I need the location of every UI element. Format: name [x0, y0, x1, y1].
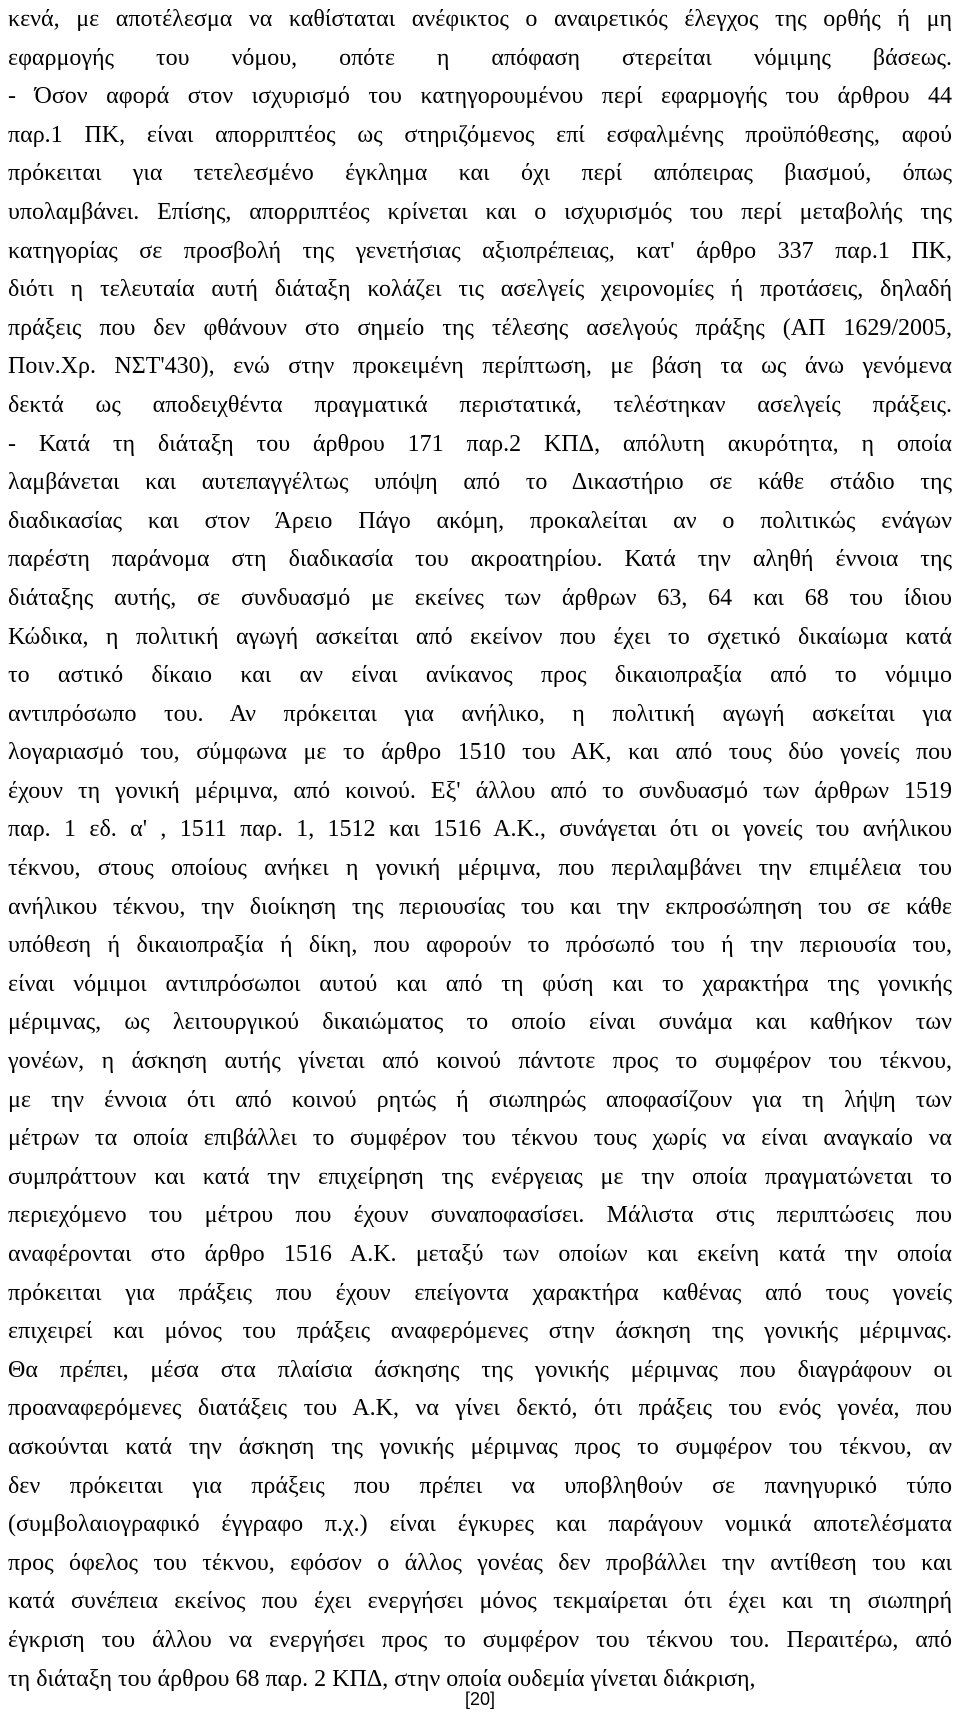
- text-line: κατηγορίας σε προσβολή της γενετήσιας αξιοπρέπειας, κατ' άρθρο 337 παρ.1 ΠΚ,: [8, 237, 952, 264]
- text-line: μέριμνας, ως λειτουργικού δικαιώματος το οποίο είναι συνάμα και καθήκον των: [8, 1009, 952, 1036]
- body-text: [8, 0, 952, 1698]
- text-line: με την έννοια ότι από κοινού ρητώς ή σιωπηρώς αποφασίζουν για τη λήψη των: [8, 1086, 952, 1113]
- text-line: συμπράττουν και κατά την επιχείρηση της ενέργειας με την οποία πραγματώνεται το: [8, 1163, 952, 1190]
- text-line: το αστικό δίκαιο και αν είναι ανίκανος προς δικαιοπραξία από το νόμιμο: [8, 662, 952, 689]
- text-line: υπόθεση ή δικαιοπραξία ή δίκη, που αφορούν το πρόσωπό του ή την περιουσία του,: [8, 932, 952, 959]
- text-line: Κώδικα, η πολιτική αγωγή ασκείται από εκείνον που έχει το σχετικό δικαίωμα κατά: [8, 623, 952, 650]
- text-line: πρόκειται για τετελεσμένο έγκλημα και όχι περί απόπειρας βιασμού, όπως: [8, 160, 952, 187]
- text-line: τη διάταξη του άρθρου 68 παρ. 2 ΚΠΔ, στην οποία ουδεμία γίνεται διάκριση,: [8, 1665, 756, 1692]
- text-line: - Όσον αφορά στον ισχυρισμό του κατηγορουμένου περί εφαρμογής του άρθρου 44: [8, 83, 952, 110]
- text-line: λαμβάνεται και αυτεπαγγέλτως υπόψη από το Δικαστήριο σε κάθε στάδιο της: [8, 469, 952, 496]
- text-line: έχουν τη γονική μέριμνα, από κοινού. Εξ' άλλου από το συνδυασμό των άρθρων 1519: [8, 777, 952, 804]
- text-line: διότι η τελευταία αυτή διάταξη κολάζει τις ασελγείς χειρονομίες ή προτάσεις, δηλαδή: [8, 276, 952, 303]
- text-line: Θα πρέπει, μέσα στα πλαίσια άσκησης της γονικής μέριμνας που διαγράφουν οι: [8, 1356, 952, 1383]
- text-line: αναφέρονται στο άρθρο 1516 Α.Κ. μεταξύ των οποίων και εκείνη κατά την οποία: [8, 1241, 952, 1267]
- text-line: κενά, με αποτέλεσμα να καθίσταται ανέφικτος ο αναιρετικός έλεγχος της ορθής ή μη: [8, 6, 952, 32]
- text-line: μέτρων τα οποία επιβάλλει το συμφέρον του τέκνου τους χωρίς να είναι αναγκαίο να: [8, 1125, 952, 1152]
- text-line: υπολαμβάνει. Επίσης, απορριπτέος κρίνεται και ο ισχυρισμός του περί μεταβολής της: [8, 198, 952, 225]
- text-line: γονέων, η άσκηση αυτής γίνεται από κοινού πάντοτε προς το συμφέρον του τέκνου,: [8, 1048, 952, 1075]
- text-line: προαναφερόμενες διατάξεις του Α.Κ, να γίνει δεκτό, ότι πράξεις του ενός γονέα, που: [8, 1395, 952, 1422]
- text-line: προς όφελος του τέκνου, εφόσον ο άλλος γονέας δεν προβάλλει την αντίθεση του και: [8, 1549, 952, 1576]
- text-line: (συμβολαιογραφικό έγγραφο π.χ.) είναι έγκυρες και παράγουν νομικά αποτελέσματα: [8, 1511, 952, 1538]
- text-line: επιχειρεί και μόνος του πράξεις αναφερόμενες στην άσκηση της γονικής μέριμνας.: [8, 1318, 952, 1345]
- text-line: δεκτά ως αποδειχθέντα πραγματικά περιστατικά, τελέστηκαν ασελγείς πράξεις.: [8, 391, 952, 418]
- text-line: κατά συνέπεια εκείνος που έχει ενεργήσει μόνος τεκμαίρεται ότι έχει και τη σιωπηρή: [8, 1588, 952, 1615]
- text-line: Ποιν.Χρ. ΝΣΤ'430), ενώ στην προκειμένη περίπτωση, με βάση τα ως άνω γενόμενα: [8, 353, 952, 380]
- text-line: εφαρμογής του νόμου, οπότε η απόφαση στερείται νόμιμης βάσεως.: [8, 44, 952, 71]
- text-line: είναι νόμιμοι αντιπρόσωποι αυτού και από τη φύση και το χαρακτήρα της γονικής: [8, 970, 952, 997]
- text-line: ανήλικου τέκνου, την διοίκηση της περιουσίας του και την εκπροσώπηση του σε κάθε: [8, 893, 952, 920]
- text-line: διαδικασίας και στον Άρειο Πάγο ακόμη, προκαλείται αν ο πολιτικώς ενάγων: [8, 507, 952, 534]
- text-line: πράξεις που δεν φθάνουν στο σημείο της τέλεσης ασελγούς πράξης (ΑΠ 1629/2005,: [8, 314, 952, 341]
- text-line: - Κατά τη διάταξη του άρθρου 171 παρ.2 ΚΠΔ, απόλυτη ακυρότητα, η οποία: [8, 430, 952, 457]
- text-line: διάταξης αυτής, σε συνδυασμό με εκείνες των άρθρων 63, 64 και 68 του ίδιου: [8, 584, 952, 611]
- text-line: παρ. 1 εδ. α' , 1511 παρ. 1, 1512 και 1516 Α.Κ., συνάγεται ότι οι γονείς του ανήλικου: [8, 816, 952, 843]
- text-line: πρόκειται για πράξεις που έχουν επείγοντα χαρακτήρα καθένας από τους γονείς: [8, 1279, 952, 1306]
- text-line: έγκριση του άλλου να ενεργήσει προς το συμφέρον του τέκνου του. Περαιτέρω, από: [8, 1626, 952, 1653]
- text-line: παρέστη παράνομα στη διαδικασία του ακροατηρίου. Κατά την αληθή έννοια της: [8, 546, 952, 573]
- page-number: [20]: [464, 1689, 496, 1709]
- text-line: λογαριασμό του, σύμφωνα με το άρθρο 1510 του ΑΚ, και από τους δύο γονείς που: [8, 739, 952, 766]
- text-line: παρ.1 ΠΚ, είναι απορριπτέος ως στηριζόμενος επί εσφαλμένης προϋπόθεσης, αφού: [8, 121, 952, 148]
- text-line: δεν πρόκειται για πράξεις που πρέπει να υποβληθούν σε πανηγυρικό τύπο: [8, 1472, 952, 1499]
- text-line: αντιπρόσωπο του. Αν πρόκειται για ανήλικο, η πολιτική αγωγή ασκείται για: [8, 700, 952, 727]
- text-line: περιεχόμενο του μέτρου που έχουν συναποφασίσει. Μάλιστα στις περιπτώσεις που: [8, 1202, 952, 1229]
- text-line: τέκνου, στους οποίους ανήκει η γονική μέριμνα, που περιλαμβάνει την επιμέλεια του: [8, 855, 952, 882]
- text-line: ασκούνται κατά την άσκηση της γονικής μέριμνας προς το συμφέρον του τέκνου, αν: [8, 1433, 952, 1460]
